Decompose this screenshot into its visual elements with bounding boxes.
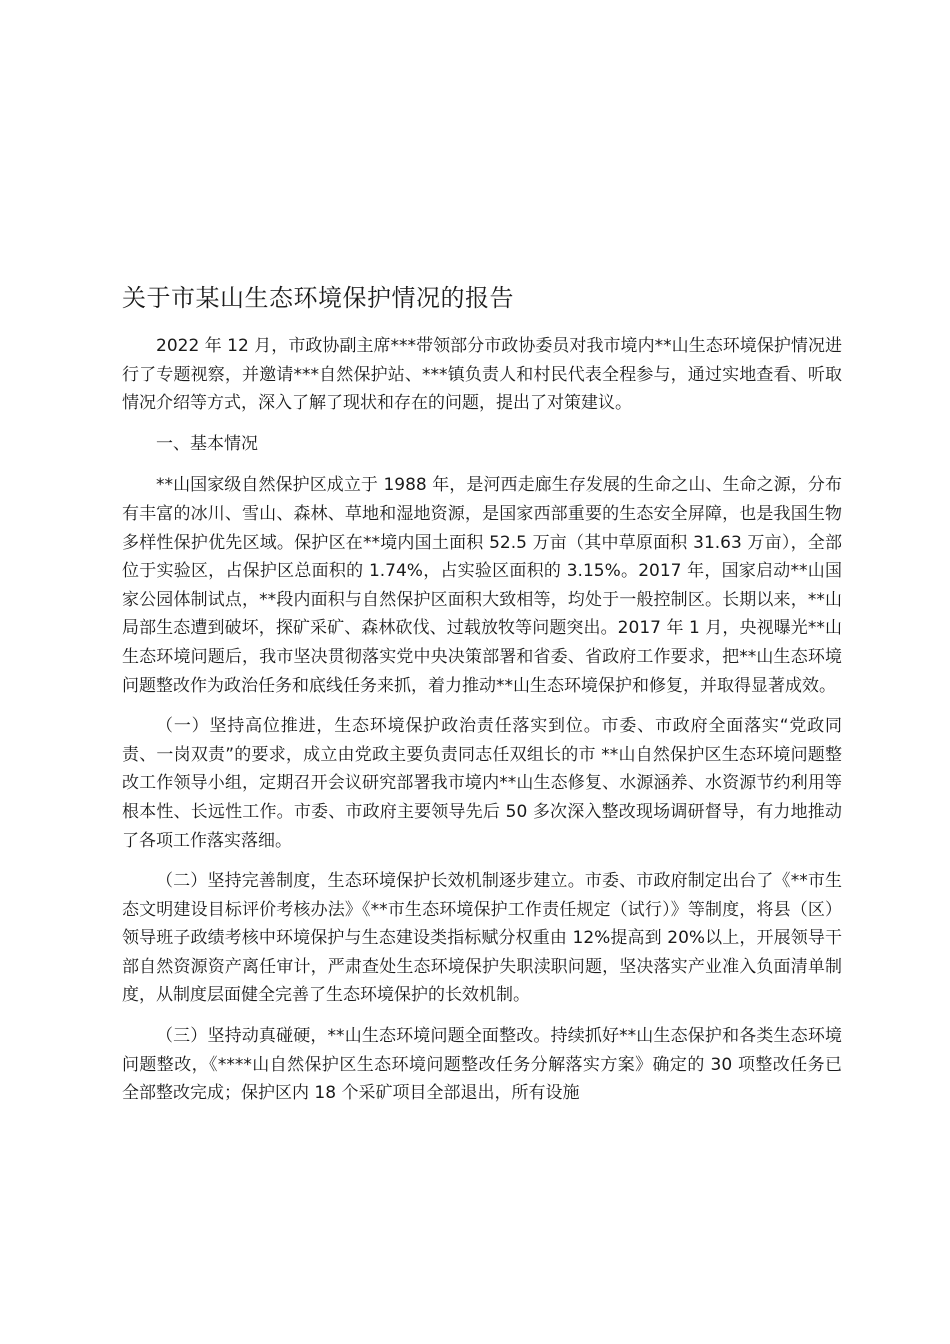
section-heading-basic-situation: 一、基本情况	[156, 433, 258, 454]
document-body	[122, 332, 842, 1120]
basic-situation-paragraph: **山国家级自然保护区成立于 1988 年，是河西走廊生存发展的生命之山、生命之源，分布有丰富的冰川、雪山、森林、草地和湿地资源，是国家西部重要的生态安全屏障，也是我国生物多样性保护优先区域。保护区在**境内国土面积 52.5 万亩（其中草原面积 31.63 万亩），全部位于实验区，占保护区总面积的 1.74%，占实验区面积的 3.15%。2017 年，国家启动**山国家公园体制试点，**段内面积与自然保护区面积大致相等，均处于一般控制区。长期以来，**山局部生态遭到破坏，探矿采矿、森林砍伐、过载放牧等问题突出。2017 年 1 月，央视曝光**山生态环境问题后，我市坚决贯彻落实党中央决策部署和省委、省政府工作要求，把**山生态环境问题整改作为政治任务和底线任务来抓，着力推动**山生态环境保护和修复，并取得显著成效。	[122, 475, 842, 696]
document-title: 关于市某山生态环境保护情况的报告	[122, 284, 514, 312]
subsection-1-paragraph: （一）坚持高位推进，生态环境保护政治责任落实到位。市委、市政府全面落实“党政同责、一岗双责”的要求，成立由党政主要负责同志任双组长的市 **山自然保护区生态环境问题整改工作领导小组，定期召开会议研究部署我市境内**山生态修复、水源涵养、水资源节约利用等根本性、长远性工作。市委、市政府主要领导先后 50 多次深入整改现场调研督导，有力地推动了各项工作落实落细。	[122, 716, 842, 851]
intro-paragraph: 2022 年 12 月，市政协副主席***带领部分市政协委员对我市境内**山生态环境保护情况进行了专题视察，并邀请***自然保护站、***镇负责人和村民代表全程参与，通过实地查看、听取情况介绍等方式，深入了解了现状和存在的问题，提出了对策建议。	[122, 336, 842, 414]
subsection-3-paragraph: （三）坚持动真碰硬，**山生态环境问题全面整改。持续抓好**山生态保护和各类生态环境问题整改，《****山自然保护区生态环境问题整改任务分解落实方案》确定的 30 项整改任务已全部整改完成；保护区内 18 个采矿项目全部退出，所有设施	[122, 1026, 842, 1104]
subsection-2-paragraph: （二）坚持完善制度，生态环境保护长效机制逐步建立。市委、市政府制定出台了《**市生态文明建设目标评价考核办法》《**市生态环境保护工作责任规定（试行）》等制度，将县（区）领导班子政绩考核中环境保护与生态建设类指标赋分权重由 12%提高到 20%以上，开展领导干部自然资源资产离任审计，严肃查处生态环境保护失职渎职问题，坚决落实产业准入负面清单制度，从制度层面健全完善了生态环境保护的长效机制。	[122, 871, 842, 1006]
